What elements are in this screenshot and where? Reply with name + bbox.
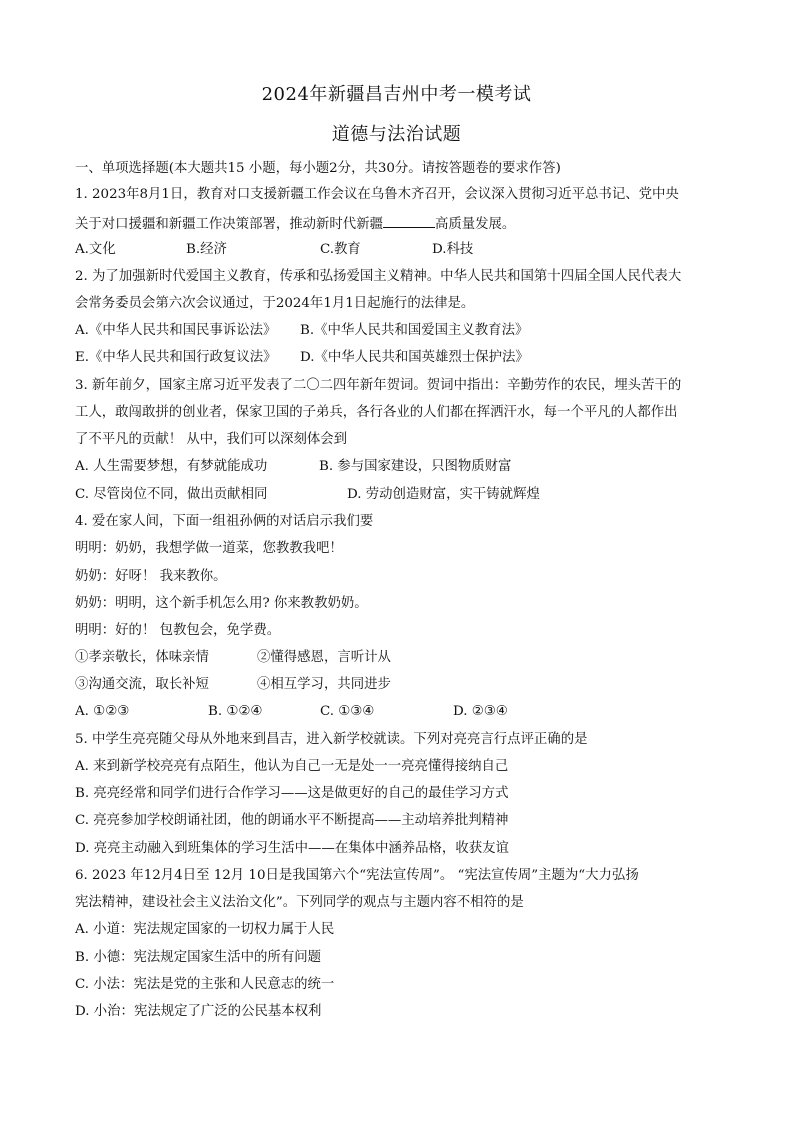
q4-option-c: C. ①③④: [320, 704, 375, 719]
q2-option-c: E.《中华人民共和国行政复议法》: [75, 350, 277, 365]
q1-option-d: D.科技: [432, 242, 474, 257]
q1-stem-line2-a: 关于对口援疆和新疆工作决策部署，推动新时代新疆: [75, 217, 383, 232]
q3-option-b: B. 参与国家建设，只图物质财富: [319, 459, 512, 474]
q2-stem-line1: 2. 为了加强新时代爱国主义教育，传承和弘扬爱国主义精神。中华人民共和国第十四届全国人民代表大: [75, 269, 682, 284]
q6-option-c: C. 小法：宪法是党的主张和人民意志的统一: [75, 977, 335, 992]
q3-stem-line2: 工人，敢闯敢拼的创业者，保家卫国的子弟兵，各行各业的人们都在挥洒汗水，每一个平凡的人都作出: [75, 405, 678, 420]
q4-option-a: A. ①②③: [75, 704, 130, 719]
q2-stem-line2: 会常务委员会第六次会议通过，于2024年1月1日起施行的法律是。: [75, 296, 475, 311]
answer-blank: [383, 213, 435, 228]
q4-dialog-line: 奶奶：明明，这个新手机怎么用? 你来教教奶奶。: [75, 596, 368, 611]
exam-subtitle: 道德与法治试题: [331, 124, 462, 145]
q6-stem-line2: 宪法精神，建设社会主义法治文化”。下列同学的观点与主题内容不相符的是: [75, 895, 524, 910]
q2-option-d: D.《中华人民共和国英雄烈士保护法》: [300, 350, 529, 365]
q4-option-b: B. ①②④: [208, 704, 263, 719]
q3-option-d: D. 劳动创造财富，实干铸就辉煌: [347, 487, 540, 502]
q4-dialog-line: 奶奶：好呀！ 我来教你。: [75, 569, 227, 584]
q3-option-c: C. 尽管岗位不同，做出贡献相同: [75, 487, 268, 502]
section-heading: 一、单项选择题(本大题共15 小题，每小题2分，共30分。请按答题卷的要求作答): [75, 161, 561, 176]
q1-stem-line2-b: 高质量发展。: [434, 217, 516, 232]
q4-item-4: ④相互学习，共同进步: [257, 677, 391, 692]
q5-option-d: D. 亮亮主动融入到班集体的学习生活中——在集体中涵养品格，收获友谊: [75, 841, 509, 856]
q5-option-a: A. 来到新学校亮亮有点陌生，他认为自己一无是处一一亮亮懂得接纳自己: [75, 759, 509, 774]
q6-option-a: A. 小道：宪法规定国家的一切权力属于人民: [75, 922, 335, 937]
q3-option-a: A. 人生需要梦想，有梦就能成功: [75, 459, 268, 474]
q4-option-d: D. ②③④: [453, 704, 508, 719]
q5-option-c: C. 亮亮参加学校朗诵社团，他的朗诵水平不断提高——主动培养批判精神: [75, 813, 509, 828]
q1-option-b: B.经济: [186, 242, 227, 257]
q6-stem-line1: 6. 2023 年12月4日至 12月 10日是我国第六个“宪法宣传周”。 “宪法宣传周”主题为“大力弘扬: [75, 868, 639, 883]
q4-item-2: ②懂得感恩，言听计从: [257, 650, 391, 665]
q2-option-a: A.《中华人民共和国民事诉讼法》: [75, 323, 277, 338]
q4-item-1: ①孝亲敬长，体味亲情: [75, 650, 209, 665]
q3-stem-line1: 3. 新年前夕，国家主席习近平发表了二〇二四年新年贺词。贺词中指出：辛勤劳作的农民，埋头苦干的: [75, 378, 682, 393]
q3-stem-line3: 了不平凡的贡献！ 从中，我们可以深刻体会到: [75, 432, 348, 447]
q4-stem: 4. 爱在家人间，下面一组祖孙俩的对话启示我们要: [75, 514, 374, 529]
exam-title: 2024年新疆昌吉州中考一模考试: [261, 84, 532, 105]
q4-item-3: ③沟通交流，取长补短: [75, 677, 209, 692]
q4-dialog-line: 明明：好的！ 包教包会，免学费。: [75, 623, 281, 638]
q4-dialog-line: 明明：奶奶，我想学做一道菜，您教教我吧！: [75, 541, 343, 556]
q1-stem-line1: 1. 2023年8月1日，教育对口支援新疆工作会议在乌鲁木齐召开，会议深入贯彻习近平总书记、党中央: [75, 187, 679, 202]
q1-option-c: C.教育: [320, 242, 361, 257]
q2-option-b: B.《中华人民共和国爱国主义教育法》: [300, 323, 529, 338]
q1-option-a: A.文化: [75, 242, 116, 257]
q1-stem-line2: [75, 213, 515, 234]
q5-option-b: B. 亮亮经常和同学们进行合作学习——这是做更好的自己的最佳学习方式: [75, 786, 509, 801]
q5-stem: 5. 中学生亮亮随父母从外地来到昌吉，进入新学校就读。下列对亮亮言行点评正确的是: [75, 732, 588, 747]
q6-option-d: D. 小治：宪法规定了广泛的公民基本权利: [75, 1004, 322, 1019]
q6-option-b: B. 小德：宪法规定国家生活中的所有问题: [75, 950, 321, 965]
